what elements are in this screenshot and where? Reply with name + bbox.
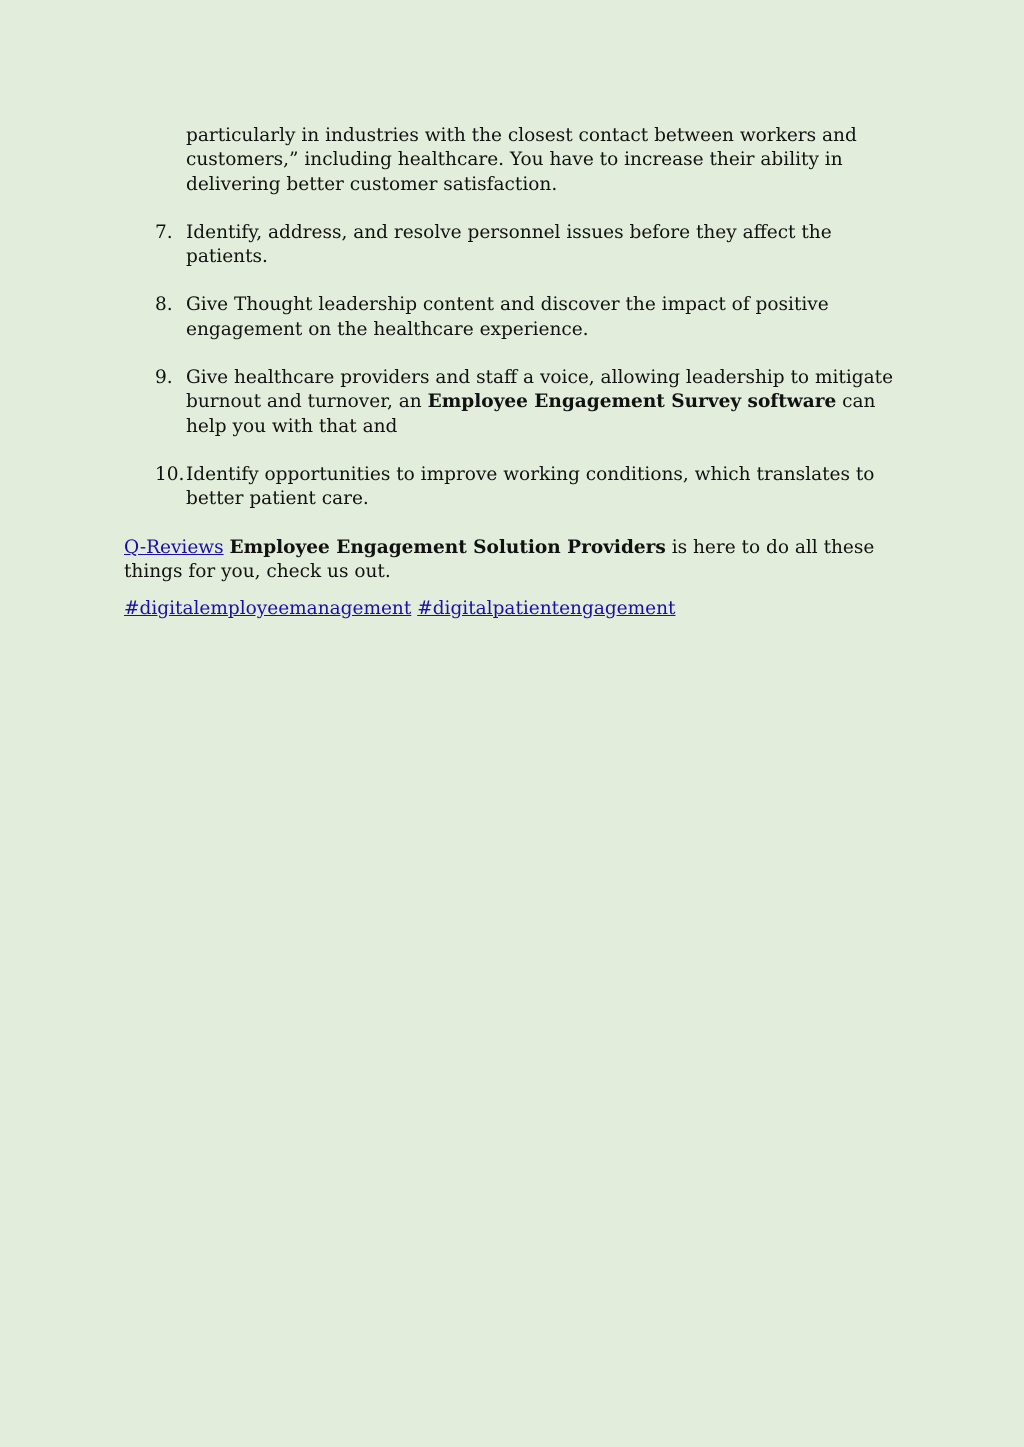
list-number: 8. bbox=[155, 294, 173, 316]
closing-text: is here to do all these things for you, check us out. bbox=[124, 536, 875, 582]
list-item-8 bbox=[155, 293, 900, 342]
list-item-9 bbox=[155, 366, 900, 439]
list-text: Give Thought leadership content and discover the impact of positive engagement on the healthcare experience. bbox=[186, 294, 829, 340]
bold-phrase: Employee Engagement Solution Providers bbox=[229, 536, 666, 558]
list-text-end: can help you with that and bbox=[186, 391, 876, 437]
list-number: 10. bbox=[155, 463, 185, 485]
document-page bbox=[124, 124, 900, 621]
q-reviews-link[interactable]: Q-Reviews bbox=[124, 536, 224, 558]
continued-paragraph: particularly in industries with the closest contact between workers and customers,” including healthcare. You have to increase their ability in delivering better customer satisfaction. bbox=[186, 125, 857, 195]
closing-paragraph bbox=[124, 536, 900, 585]
list-text: Identify, address, and resolve personnel issues before they affect the patients. bbox=[186, 221, 832, 268]
list-text bbox=[186, 366, 900, 439]
hashtag-link-patient[interactable]: #digitalpatientengagement bbox=[417, 598, 676, 620]
list-text: Identify opportunities to improve working conditions, which translates to better patient care. bbox=[186, 463, 875, 510]
list-text-start: Give healthcare providers and staff a voice, allowing leadership to mitigate burnout and turnover, an bbox=[186, 367, 894, 413]
hashtag-link-employee[interactable]: #digitalemployeemanagement bbox=[124, 598, 412, 620]
bold-phrase: Employee Engagement Survey software bbox=[427, 391, 837, 413]
list-item-10 bbox=[155, 463, 900, 512]
list-item-7 bbox=[155, 221, 900, 270]
list-number: 7. bbox=[155, 221, 173, 243]
hashtags bbox=[124, 597, 900, 621]
list-number: 9. bbox=[155, 367, 173, 389]
